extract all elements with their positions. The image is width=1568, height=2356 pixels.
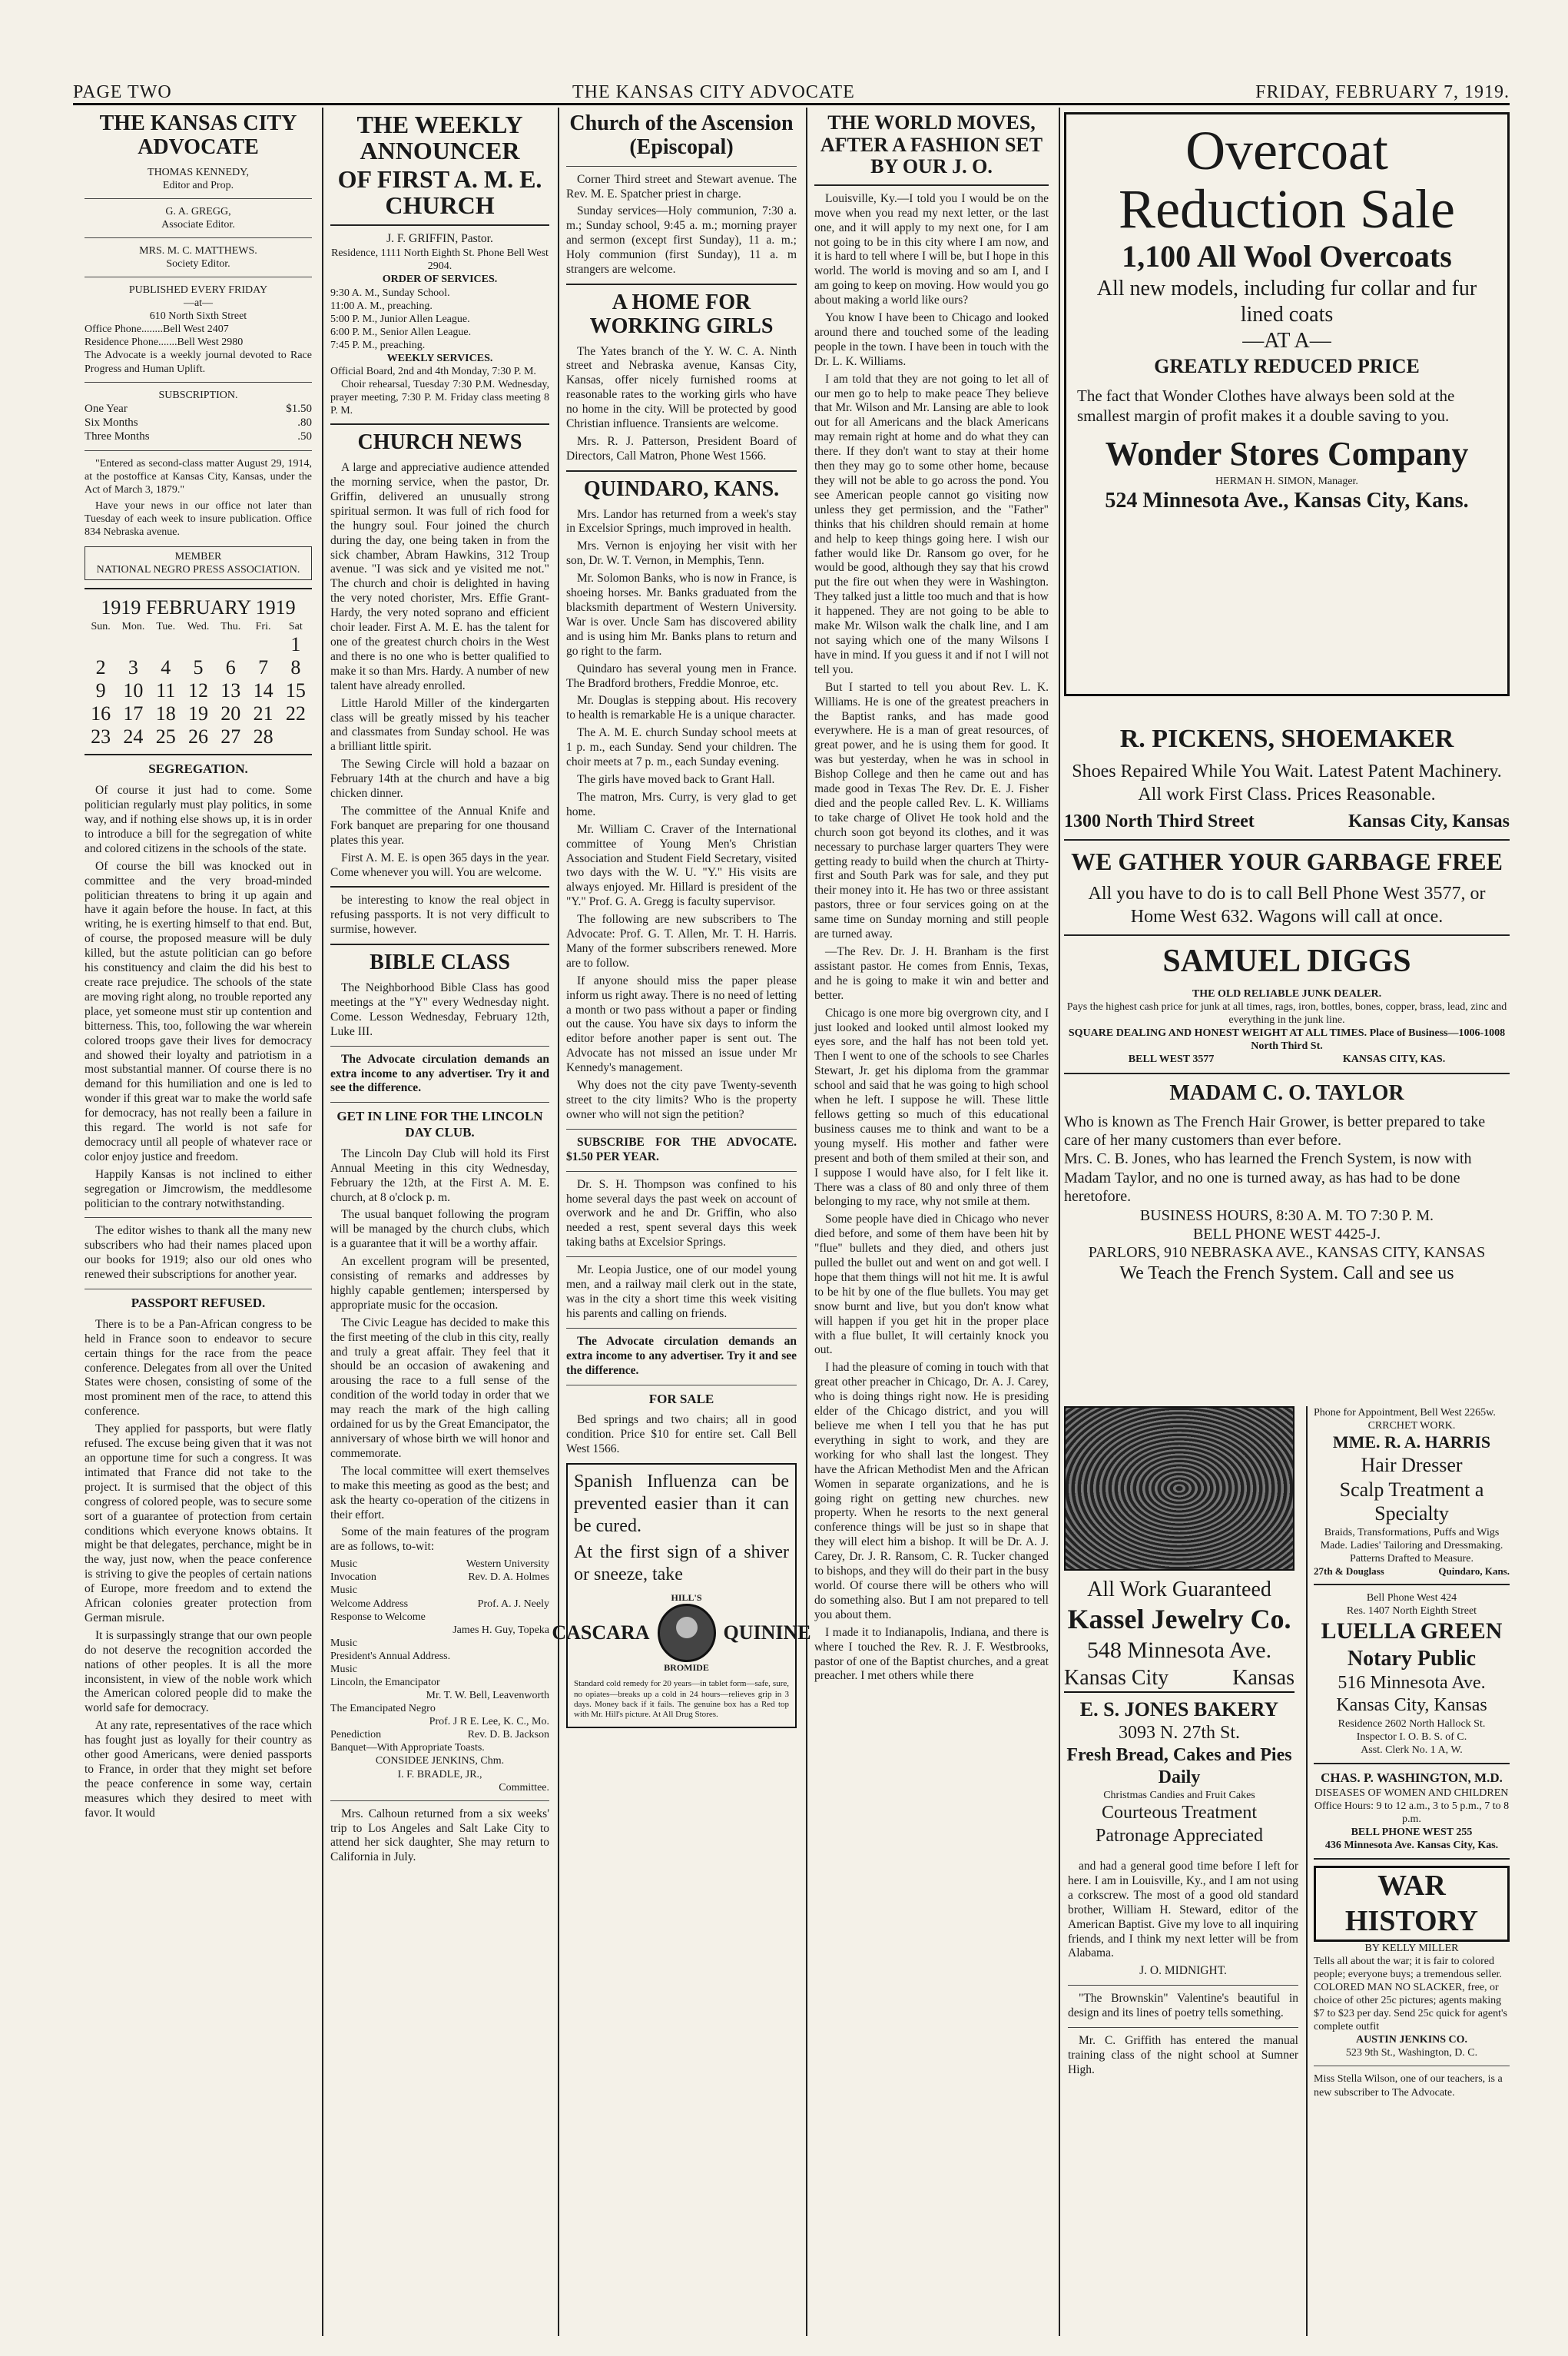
program-item: Welcome Address Prof. A. J. Neely [330,1598,549,1610]
divider [330,886,549,888]
column-rule [558,108,559,2336]
announcer-subheading: OF FIRST A. M. E. CHURCH [337,165,542,219]
office-phone: Office Phone........Bell West 2407 [85,324,229,336]
society-role: Society Editor. [166,257,230,270]
pickens-address-row: 1300 North Third Street Kansas City, Kansas [1064,811,1510,831]
green-phone: Bell Phone West 424 [1366,1592,1457,1604]
green-residence: Res. 1407 North Eighth Street [1346,1605,1477,1618]
column-rule [806,108,807,2336]
washington-specialty: DISEASES OF WOMEN AND CHILDREN [1314,1787,1509,1799]
program-item: Banquet—With Appropriate Toasts. [330,1742,485,1754]
calendar-date: 13 [220,679,241,702]
weekly-heading: WEEKLY SERVICES. [386,352,493,364]
green-address: 516 Minnesota Ave. [1338,1673,1486,1694]
page-number: PAGE TWO [73,82,172,102]
kassel-city-row: Kansas City Kansas [1064,1665,1295,1690]
jewelry-ad-illustration [1064,1406,1295,1571]
war-history-heading: WAR HISTORY [1314,1866,1510,1942]
article-paragraph: The Yates branch of the Y. W. C. A. Ninth street and Nebraska avenue, Kansas City, Kansas, offer nicely furnished rooms at reasonable rates to the working girls who have no home in the city. Will be protected by good Christian influence. Transients are welcome. [566,344,797,431]
kassel-guarantee: All Work Guaranteed [1087,1578,1271,1601]
divider [85,450,312,451]
diggs-text: Pays the highest cash price for junk at all times, rags, iron, bottles, bones, copper, brass, lead, zinc and everything in the junk line. [1066,1001,1507,1027]
overcoat-subtitle: Reduction Sale [1119,178,1455,240]
wonder-manager: HERMAN H. SIMON, Manager. [1215,476,1358,488]
divider [566,1171,797,1172]
calendar-day-label: Fri. [255,620,271,632]
hill-portrait-icon [658,1604,716,1662]
article-paragraph: Mr. Leopia Justice, one of our model young men, and a railway mail clerk out in the state, was in the city a short time this week visiting his parents and calling on friends. [566,1263,797,1320]
overcoat-ad [1064,112,1510,696]
divider [566,166,797,167]
louisville-continued [1068,1860,1298,2336]
calendar-date [182,633,214,656]
article-paragraph: Little Harold Miller of the kindergarten class will be greatly missed by his teacher and classmates from Sunday school. He was a brilliant little spirit. [330,696,549,754]
article-paragraph: Quindaro has several young men in France. The Bradford brothers, Freddie Monroe, etc. [566,662,797,690]
article-paragraph: Happily Kansas is not inclined to either segregation or Jimcrowism, the meddlesome politician to the contrary notwithstanding. [85,1167,312,1210]
green-res2: Residence 2602 North Hallock St. [1338,1717,1486,1730]
calendar-date: 16 [91,702,111,725]
program-item: James H. Guy, Topeka [452,1624,549,1636]
devoted-line: The Advocate is a weekly journal devoted to Race Progress and Human Uplift. [85,350,312,375]
circulation-note: The Advocate circulation demands an extra income to any advertiser. Try it and see the difference. [566,1334,797,1377]
masthead-title: THE KANSAS CITY ADVOCATE [572,82,855,102]
calendar-date: 18 [155,702,176,725]
article-paragraph: If anyone should miss the paper please inform us right away. There is no need of letting a month or two pass without a paper or finding out the cause. You have six days to inform the editor before another paper is sent out. The Advocate has not missed an issue under Mr Kennedy's management. [566,974,797,1075]
program-item: Response to Welcome [330,1611,426,1623]
bakery-name: E. S. JONES BAKERY [1079,1697,1279,1721]
article-paragraph: But I started to tell you about Rev. L. K. Williams. He is one of the greatest preachers in the Baptist ranks, and has made good everywhere. He is a man of great resources, of great power, and he is using them for good. It was but yesterday, when he was in school in Bishop College and then he came out and has made good in Texas The Rev. Dr. E. J. Fisher died and the people called Rev. L. K. Williams to take charge of Olivet He took hold and the church soon got beyond its clothes, and it was necessary to purchase larger quarters They were getting ready to build when the church at Thirty-first and South Park was for sale, and they put their money into it. He has two or three assistant pastors, three or four services going on at the same time on Sunday morning and still people are turned away. [814,680,1049,941]
bakery-products: Fresh Bread, Cakes and Pies Daily [1066,1744,1292,1788]
program-item: Mr. T. W. Bell, Leavenworth [426,1690,549,1702]
calendar-days [85,620,312,633]
article-paragraph: Some people have died in Chicago who never died before, and some of them have been hit by "flue" bullets and they died, and others just pulled the bullet out and went on and got well. I hope that them things will not hit me. It is awful to be hit by one of the flue bullets. You may get snow burnt and live, but you don't know what will happen if you get hit in the proper place with a flue bullet, It will certainly knock you out. [814,1213,1049,1357]
subscription-row: Three Months .50 [85,430,312,443]
column-rule [1306,1406,1308,2336]
article-paragraph: Mrs. Landor has returned from a week's stay in Excelsior Springs, much improved in health. [566,507,797,536]
program-item: Prof. J R E. Lee, K. C., Mo. [429,1716,549,1728]
article-paragraph: Some of the main features of the program are as follows, to-wit: [330,1525,549,1554]
article-paragraph: Mrs. Calhoun returned from a six weeks' trip to Los Angeles and Salt Lake City to attend her sick daughter, She may return to California in July. [330,1807,549,1864]
passport-heading: PASSPORT REFUSED. [131,1296,266,1311]
subscription-row: Six Months .80 [85,416,312,429]
program-item: Music [330,1637,357,1649]
calendar-date: 6 [225,655,236,679]
article-paragraph: Mrs. R. J. Patterson, President Board of Directors, Call Matron, Phone West 1566. [566,434,797,463]
signature: Committee. [499,1781,549,1794]
overcoat-models: All new models, including fur collar and fur lined coats [1096,276,1477,327]
article-paragraph: The A. M. E. church Sunday school meets at 1 p. m., each Sunday. Send your children. The choir meets at 7 p. m., each Sunday evening. [566,726,797,769]
divider [1068,1985,1298,1986]
overcoat-price: GREATLY REDUCED PRICE [1154,355,1420,378]
article-paragraph: Of course the bill was knocked out in committee and the very broad-minded politician threatens to bring it up again and have it again before the house. In fact, at this writing, he is exerting himself to that end. But, of course, the proposed measure will be duly killed, but the astute politician can go before his constituency and claim the did his best to create race prejudice. The schools of the state are moving right along, no trouble reported any place, yet someone must stir up contention and bitterness. This, too, following the war wherein colored troops gave their lives for democracy and showed their loyalty and patriotism in a most substantial manner. Of course there is no demand for this humiliation and one is led to wonder if this great war to make the world safe for democracy, has not really been a failure in this regard. The world is not safe for democracy until all people of whatever race or color enjoy justice and freedom. [85,859,312,1163]
calendar-date [150,633,182,656]
article-paragraph: Sunday services—Holy communion, 7:30 a. m.; Sunday school, 9:45 a. m.; morning prayer and sermon (except first Sunday), 11 a. m.; Holy communion (first Sunday), 11 a. m strangers are welcome. [566,204,797,277]
article-paragraph: Of course it just had to come. Some politician regularly must play politics, in some way, and if nothing else shows up, it is in order to introduce a bill for the segregation of white and colored citizens in the schools of the state. [85,784,312,855]
taylor-heading: MADAM C. O. TAYLOR [1169,1080,1404,1105]
signature: CONSIDEE JENKINS, Chm. [375,1755,505,1767]
npa-box: MEMBER NATIONAL NEGRO PRESS ASSOCIATION. [85,546,312,580]
editor-role: Editor and Prop. [162,179,234,191]
circulation-note: The Advocate circulation demands an extra income to any advertiser. Try it and see the difference. [330,1052,549,1095]
overcoat-at: —AT A— [1242,329,1331,353]
wonder-address: 524 Minnesota Ave., Kansas City, Kans. [1105,489,1469,513]
program-list [330,1558,549,1754]
quindaro-heading: QUINDARO, KANS. [583,476,780,501]
article-paragraph: Mrs. Vernon is enjoying her visit with her son, Dr. W. T. Vernon, in Memphis, Tenn. [566,539,797,568]
article-paragraph: I made it to Indianapolis, Indiana, and there is where I touched the Rev. R. J. F. Westbrooks, pastor of one of the Baptist churches, and a great preacher. I met others while there [814,1625,1049,1683]
program-item: Music [330,1663,357,1675]
divider [330,1800,549,1801]
stella-note: Miss Stella Wilson, one of our teachers, is a new subscriber to The Advocate. [1314,2073,1503,2099]
calendar-date: 12 [187,679,208,702]
calendar-date: 2 [95,655,106,679]
calendar-date: 26 [187,725,208,748]
article-paragraph: The matron, Mrs. Curry, is very glad to get home. [566,790,797,818]
article-paragraph: The Sewing Circle will hold a bazaar on February 14th at the church and have a big chicken dinner. [330,758,549,801]
divider [330,1046,549,1047]
calendar-date [117,633,149,656]
divider [566,284,797,285]
divider [330,1102,549,1103]
ascension-heading: Church of the Ascension (Episcopal) [569,111,794,159]
world-moves-heading: THE WORLD MOVES, AFTER A FASHION SET BY OUR J. O. [820,111,1043,178]
program-item: The Emancipated Negro [330,1703,436,1715]
program-item: Music [330,1584,357,1597]
article-paragraph: A large and appreciative audience attended the morning service, when the pastor, Dr. Griffin, delivered an unusually strong spiritual sermon. It was full of rich food for the hungry soul. Four joined the church during the day, one being taken in from the sick chamber, Abram Hawkins, 312 Troup avenue. "I was sick and ye visited me not." The church and choir is delighted in having the very noted chorister, Mrs. Effie Grant-Hardy, the very noted soprano and efficient choir leader. First A. M. E. has the talent for one of the greatest church choirs in the West and there is no one who is better qualified to make it so than Mrs. Hardy. A number of new talent have already enrolled. [330,461,549,692]
divider [85,198,312,199]
column-3 [552,108,811,2344]
program-item: Invocation Rev. D. A. Holmes [330,1571,549,1584]
calendar-day-label: Sat [288,620,303,632]
harris-desc: Braids, Transformations, Puffs and Wigs Made. Ladies' Tailoring and Dressmaking. Patterns Drafted to Measure. [1320,1527,1503,1565]
divider [330,224,549,226]
subscription-heading: SUBSCRIPTION. [158,389,238,401]
pastor-residence: Residence, 1111 North Eighth St. Phone Bell West 2904. [331,247,549,273]
calendar-date [247,633,279,656]
pickens-text: Shoes Repaired While You Wait. Latest Patent Machinery. All work First Class. Prices Reasonable. [1072,762,1502,805]
article-paragraph: Corner Third street and Stewart avenue. The Rev. M. E. Spatcher priest in charge. [566,172,797,201]
editor-thanks: The editor wishes to thank all the many new subscribers who had their names placed upon our books for 1919; also our old ones who renewed their subscriptions for another year. [85,1224,312,1282]
program-item: Music Western University [330,1558,549,1571]
column-2 [330,108,549,2344]
divider [1064,934,1510,936]
article-paragraph: Mr. Solomon Banks, who is now in France, is shoeing horses. Mr. Banks graduated from the blacksmith department of Western University. War is over. Uncle Sam has discovered ability and is using him Mr. Banks plans to return and go right to the farm. [566,572,797,658]
choir-text: Choir rehearsal, Tuesday 7:30 P.M. Wednesday, prayer meeting, 7:30 P. M. Friday class meeting 8 P. M. [330,379,549,417]
divider [330,944,549,945]
bakery-address: 3093 N. 27th St. [1118,1722,1240,1743]
calendar-date: 9 [95,679,106,702]
weekly-text: Official Board, 2nd and 4th Monday, 7:30 P. M. [330,365,536,377]
article-paragraph: be interesting to know the real object in refusing passports. It is not very difficult to surmise, however. [330,894,549,937]
calendar-date: 10 [123,679,144,702]
calendar-date: 24 [123,725,144,748]
calendar-day-label: Sun. [91,620,111,632]
published-at: —at— [183,297,214,310]
calendar-date [280,725,312,748]
article-paragraph: The committee of the Annual Knife and Fork banquet are preparing for one thousand plates this year. [330,804,549,847]
washington-address: 436 Minnesota Ave. Kansas City, Kas. [1324,1839,1499,1851]
divider [85,1217,312,1218]
service-item: 7:45 P. M., preaching. [330,339,426,351]
order-heading: ORDER OF SERVICES. [382,274,498,286]
news-deadline: Have your news in our office not later than Tuesday of each week to insure publication. Office 834 Nebraska avenue. [85,499,312,538]
divider [814,184,1049,186]
calendar-date: 8 [290,655,301,679]
bakery-courteous: Courteous Treatment [1102,1803,1257,1823]
bakery-ad [1064,1691,1295,1847]
wonder-stores: Wonder Stores Company [1105,435,1469,473]
service-item: 9:30 A. M., Sunday School. [330,287,450,299]
calendar-date: 4 [161,655,171,679]
green-city: Kansas City, Kansas [1336,1695,1487,1716]
signature: I. F. BRADLE, JR., [397,1768,482,1780]
cascara-logo: CASCARA HILL'S BROMIDE QUININE [552,1591,811,1673]
jo-signature: J. O. MIDNIGHT. [1139,1964,1227,1978]
garbage-heading: WE GATHER YOUR GARBAGE FREE [1071,848,1503,876]
bakery-patronage: Patronage Appreciated [1096,1825,1263,1846]
divider [1314,1763,1510,1764]
bible-class-heading: BIBLE CLASS [370,951,510,975]
article-paragraph: There is to be a Pan-African congress to be held in France soon to endeavor to secure certain things for the race from the peace conference. Delegates from all over the United States were chosen, consisting of some of the most prominent men of the race, to attend this conference. [85,1317,312,1419]
assoc-editor: G. A. GREGG, [165,205,231,217]
calendar-date: 22 [285,702,306,725]
kassel-address: 548 Minnesota Ave. [1086,1638,1272,1664]
flu-subline: At the first sign of a shiver or sneeze, take [574,1542,789,1585]
world-moves-article [814,192,1049,1684]
divider [85,588,312,589]
diggs-heading: SAMUEL DIGGS [1162,943,1411,979]
right-ads-middle [1064,718,1510,1395]
diggs-contact-row: BELL WEST 3577 KANSAS CITY, KAS. [1128,1054,1446,1066]
for-sale-text: Bed springs and two chairs; all in good condition. Price $10 for entire set. Call Bell West 1566. [566,1413,797,1456]
calendar-day-label: Wed. [187,620,210,632]
article-paragraph: You know I have been to Chicago and looked around there and touched some of the leading people in the town. I have been in touch with the Dr. L. K. Williams. [814,311,1049,368]
pastor-name: J. F. GRIFFIN, Pastor. [386,232,493,246]
assoc-role: Associate Editor. [161,218,235,231]
column-rule [1059,108,1060,2336]
for-sale-heading: FOR SALE [648,1391,714,1406]
taylor-paragraph: Who is known as The French Hair Grower, is better prepared to take care of her many customers than ever before. [1064,1113,1486,1150]
calendar-date: 5 [193,655,204,679]
calendar-date [85,633,117,656]
calendar-date: 3 [128,655,138,679]
green-inspector: Inspector I. O. B. S. of C. [1356,1730,1467,1743]
calendar-grid [85,633,312,748]
office-address: 610 North Sixth Street [149,310,247,323]
article-paragraph: Mr. C. Griffith has entered the manual training class of the night school at Sumner High. [1068,2034,1298,2076]
calendar-day-label: Tue. [156,620,176,632]
article-paragraph: It is surpassingly strange that our own people do not deserve the recognition accorded the nations of other peoples. It is all the more inconsistent, in view of the noble work which the American colored people did to make the world safe for democracy. [85,1628,312,1715]
calendar-day-label: Mon. [121,620,145,632]
green-clerk: Asst. Clerk No. 1 A, W. [1361,1744,1463,1756]
article-paragraph: Mr. William C. Craver of the International committee of Young Men's Christian Association and Student Field Secretary, visited two days with the W. U. "Y." His visits are always enjoyed. Mr. Hillard is president of the "Y." Prof. G. A. Gregg is faculty supervisor. [566,822,797,909]
quindaro-list [566,508,797,1123]
article-paragraph: The Civic League has decided to make this the first meeting of the club in this city, really and truly a great affair. They feel that it should be an occasion of awakening and arousing the race to a full sense of the condition of the world today in order that we may reach the mark of the high calling ordained for us by the Great Emancipator, the anniversary of whose birth we will honor and commemorate. [330,1316,549,1460]
column-4 [814,108,1049,2344]
calendar-date: 20 [220,702,241,725]
article-paragraph: "The Brownskin" Valentine's beautiful in design and its lines of poetry tells something. [1068,1992,1298,2020]
residence-phone: Residence Phone.......Bell West 2980 [85,337,244,349]
diggs-slogan: SQUARE DEALING AND HONEST WEIGHT AT ALL TIMES. Place of Business—1006-1008 North Third St. [1068,1027,1506,1053]
washington-name: CHAS. P. WASHINGTON, M.D. [1321,1770,1503,1785]
harris-phone: Phone for Appointment, Bell West 2265w. [1314,1407,1496,1419]
harris-service: Hair Dresser [1361,1453,1463,1476]
program-item: Lincoln, the Emancipator [330,1676,440,1688]
segregation-heading: SEGREGATION. [148,762,248,777]
article-paragraph: Mr. Douglas is stepping about. His recovery to health is remarkable He is a unique character. [566,694,797,722]
subscription-row: One Year $1.50 [85,402,312,415]
divider [330,423,549,425]
cascara-ad [552,1463,811,1728]
calendar-date: 19 [187,702,208,725]
column-1 [85,108,312,2344]
article-paragraph: Dr. S. H. Thompson was confined to his home several days the past week on account of overwork and he and Dr. Griffin, who also needed a rest, spent several days this week taking baths at Excelsior Springs. [566,1177,797,1249]
article-paragraph: —The Rev. Dr. J. H. Branham is the first assistant pastor. He comes from Ennis, Texas, and he is going to make it win and better and better. [814,945,1049,1002]
calendar-day-label: Thu. [220,620,241,632]
calendar-date: 23 [91,725,111,748]
garbage-text: All you have to do is to call Bell Phone West 3577, or Home West 632. Wagons will call at once. [1088,884,1486,927]
taylor-address: PARLORS, 910 NEBRASKA AVE., KANSAS CITY, KANSAS [1088,1244,1486,1262]
article-paragraph: Chicago is one more big overgrown city, and I just looked and looked until almost looked my eyes sore, and the half has not been told yet. Then I went to one of the schools to see Charles Stewart, Jr. get his diploma from the grammar school and said that he was going to high school when he left. I suppose he will. These little fellows getting so much of this educational business causes me to think and want to be a young myself. His mother and father were present and both of them smiled at their son, and I suppose I would have also, for I felt like it. There was a class of 80 and only three of them belonging to my race, why not smile at them. [814,1006,1049,1209]
harris-crochet: CRRCHET WORK. [1367,1420,1456,1432]
article-paragraph: I am told that they are not going to let all of our men go to help to make peace They believe that Mr. Wilson and Mr. Lansing are able to look out for all Americans and the black Americans may remain right at home and do what they can there. If they don't want to stay at their home then they may go to some other home, because they will not be able to go across the pond. You see American people cannot go visiting now unless they get permission, and the "Father" thinks that his children should remain at home and help to keep things going here. I wish our father would like Dr. Ransom go over, for he would be good, although they say that his crowd put the fire out when they were in Washington. They talked just a little too much and that is how it happened. They are not going to be able to make Mr. Wilson walk the chalk line, and I am not saying which one of the many Wilsons I have in mind. If you guess it and if not I will not tell you. [814,372,1049,676]
divider [85,754,312,755]
calendar-date: 27 [220,725,241,748]
calendar-date: 21 [253,702,273,725]
column-rule [322,108,323,2336]
bakery-christmas: Christmas Candies and Fruit Cakes [1103,1790,1255,1802]
service-item: 6:00 P. M., Senior Allen League. [330,326,472,338]
church-news-heading: CHURCH NEWS [357,430,522,455]
divider [1064,839,1510,841]
calendar-date [214,633,247,656]
pickens-heading: R. PICKENS, SHOEMAKER [1119,725,1454,753]
small-ads-column [1314,1406,1510,2336]
subscribe-note: SUBSCRIBE FOR THE ADVOCATE. $1.50 PER YEAR. [566,1135,797,1163]
war-history-address: 523 9th St., Washington, D. C. [1345,2047,1478,2059]
green-title: Notary Public [1347,1646,1477,1671]
paper-title: THE KANSAS CITY ADVOCATE [99,111,297,159]
article-paragraph: The following are new subscribers to The Advocate: Prof. G. T. Allen, Mr. T. H. Harris. Many of the former subscribers renewed. More are to follow. [566,913,797,970]
divider [1314,1584,1510,1585]
article-paragraph: I had the pleasure of coming in touch with that great other preacher in Chicago, Dr. A. J. Carey, who is doing things right now. He is presiding elder of the Chicago district, and you will believe me when I tell you that he has put everything in sight to work, and they are working for who shall last the longest. They have the African Methodist Men and the African Women in separate organizations, and he is going right on getting new churches. new property. When he resorts to the next general conference things will be just so in shape that they will elect him a bishop. It will be Dr. A. J. Carey, Dr. J. R. Ransom, C. R. Tucker changed to bishops, and they will do their part in the busy world. Of course there will be others who will do something also. But I am not prepared to tell you about them. [814,1361,1049,1621]
working-girls-heading: A HOME FOR WORKING GIRLS [589,290,774,338]
divider [85,237,312,238]
program-item: President's Annual Address. [330,1650,451,1662]
npa-name: NATIONAL NEGRO PRESS ASSOCIATION. [96,564,300,576]
divider [1068,2027,1298,2028]
divider [1314,1858,1510,1860]
service-item: 5:00 P. M., Junior Allen League. [330,313,470,325]
article-paragraph: The Neighborhood Bible Class has good meetings at the "Y" every Wednesday night. Come. Lesson Wednesday, February 12th, Luke III. [330,981,549,1038]
calendar-date: 15 [285,679,306,702]
article-paragraph: The Lincoln Day Club will hold its First Annual Meeting in this city Wednesday, February the 12th, at the First A. M. E. church, at 8 o'clock p. m. [330,1146,549,1204]
taylor-paragraph: Mrs. C. B. Jones, who has learned the French System, is now with Madam Taylor, and no one is turned away, as has had to be done heretofore. [1064,1150,1472,1206]
calendar-date: 1 [290,633,301,655]
editor-name: THOMAS KENNEDY, [148,166,249,178]
published-line: PUBLISHED EVERY FRIDAY [128,284,268,297]
calendar-date: 17 [123,702,144,725]
article-paragraph: and had a general good time before I left for here. I am in Louisville, Ky., and I am not using a corkscrew. The most of a good old standard brother, William H. Steward, editor of the American Baptist. Give my love to all inquiring friends, and I think my next letter will be from Alabama. [1068,1860,1298,1960]
article-paragraph: Louisville, Ky.—I told you I would be on the move when you read my next letter, or the last one, and it will apply to my next one, for I am not going to be in this city where I am now, and it is hard to tell where I will be, but I hope in this world. The world is moving and so am I, and I am going to keep on moving. How would you go about making a world like ours? [814,191,1049,307]
calendar-date: 11 [156,679,176,702]
article-paragraph: The local committee will exert themselves to make this meeting as good as the best; and ask the hearty co-operation of the citizens in their effort. [330,1464,549,1521]
masthead-date: FRIDAY, FEBRUARY 7, 1919. [1255,82,1510,102]
article-paragraph: At any rate, representatives of the race which has fought just as loyally for their country as other good Americans, were denied passports to France, in order that they might set before the peace conference in some way, certain measures which they desired to meet with favor. It would [85,1719,312,1820]
society-editor: MRS. M. C. MATTHEWS. [139,244,257,257]
taylor-hours: BUSINESS HOURS, 8:30 A. M. TO 7:30 P. M. [1139,1206,1434,1224]
taylor-phone: BELL PHONE WEST 4425-J. [1192,1226,1381,1243]
article-paragraph: They applied for passports, but were flatly refused. The excuse being given that it was not an opportune time for such a congress. It was intimated that France did not take to the project. It is surmised that the object of this congress of colored people, was to secure some sort of a guarantee of protection from certain conditions which everyone knows obtains. It might be that delegates, perchance, might be in the way, just now, when the peace conference is striving to give the peoples of certain nations of Europe, more freedom and to extend the African colonies greater protection from German misrule. [85,1422,312,1624]
entered-notice: "Entered as second-class matter August 29, 1914, at the postoffice at Kansas City, Kansas, under the Act of March 3, 1879." [85,457,312,496]
service-item: 11:00 A. M., preaching. [330,300,433,312]
masthead [73,75,1510,105]
washington-hours: Office Hours: 9 to 12 a.m., 3 to 5 p.m., 7 to 8 p.m. [1314,1800,1510,1825]
washington-phone: BELL PHONE WEST 255 [1351,1826,1473,1838]
overcoat-ad-column [1064,108,1510,715]
calendar-date: 28 [253,725,273,748]
harris-specialty: Scalp Treatment a Specialty [1339,1478,1484,1525]
war-history-text: Tells all about the war; it is fair to colored people; everyone buys; a tremendous seller. COLORED MAN NO SLACKER, free, or choice of other 25c pictures; agents making $7 to $23 per day. Send 25c quick for agent's complete outfit [1314,1955,1507,2033]
overcoat-count: 1,100 All Wool Overcoats [1122,239,1452,274]
announcer-heading: THE WEEKLY ANNOUNCER [356,111,523,164]
harris-name: MME. R. A. HARRIS [1332,1432,1491,1452]
divider [1064,1073,1510,1074]
harris-address-row: 27th & Douglass Quindaro, Kans. [1314,1565,1510,1578]
program-item: Penediction Rev. D. B. Jackson [330,1729,549,1741]
kassel-bakery-ads [1064,1406,1295,1852]
lincoln-heading: GET IN LINE FOR THE LINCOLN DAY CLUB. [336,1109,543,1140]
divider [85,382,312,383]
divider [566,1256,797,1257]
article-paragraph: Why does not the city pave Twenty-seventh street to the city limits? Who is the property owner who will not sign the petition? [566,1079,797,1121]
divider [566,470,797,472]
diggs-subheading: THE OLD RELIABLE JUNK DEALER. [1192,988,1382,1000]
article-paragraph: An excellent program will be presented, consisting of remarks and addresses by highly capable gentlemen; interspersed by appropriate music for the occasion. [330,1255,549,1312]
divider [566,1328,797,1329]
green-name: LUELLA GREEN [1321,1618,1503,1644]
calendar-date: 7 [258,655,269,679]
war-history-author: BY KELLY MILLER [1364,1942,1459,1954]
flu-headline: Spanish Influenza can be prevented easier than it can be cured. [574,1471,789,1536]
calendar-date: 14 [253,679,273,702]
overcoat-title: Overcoat [1185,120,1388,181]
calendar-date: 25 [155,725,176,748]
divider [566,1129,797,1130]
calendar-title: 1919 FEBRUARY 1919 [101,596,296,619]
overcoat-desc: The fact that Wonder Clothes have always been sold at the smallest margin of profit makes it a double saving to you. [1077,387,1455,425]
war-history-company: AUSTIN JENKINS CO. [1355,2034,1468,2046]
taylor-slogan: We Teach the French System. Call and see us [1119,1263,1454,1283]
article-paragraph: The usual banquet following the program will be managed by the church clubs, which is a guarantee that it will be a worthy affair. [330,1208,549,1251]
kassel-name: Kassel Jewelry Co. [1067,1604,1291,1635]
article-paragraph: First A. M. E. is open 365 days in the year. Come whenever you will. You are welcome. [330,851,549,879]
article-paragraph: The girls have moved back to Grant Hall. [577,772,775,786]
cascara-fineprint: Standard cold remedy for 20 years—in tablet form—safe, sure, no opiates—breaks up a cold in 24 hours—relieves grip in 3 days. Money back if it fails. The genuine box has a Red top with Mr. Hill's picture. At All Drug Stores. [574,1679,789,1720]
